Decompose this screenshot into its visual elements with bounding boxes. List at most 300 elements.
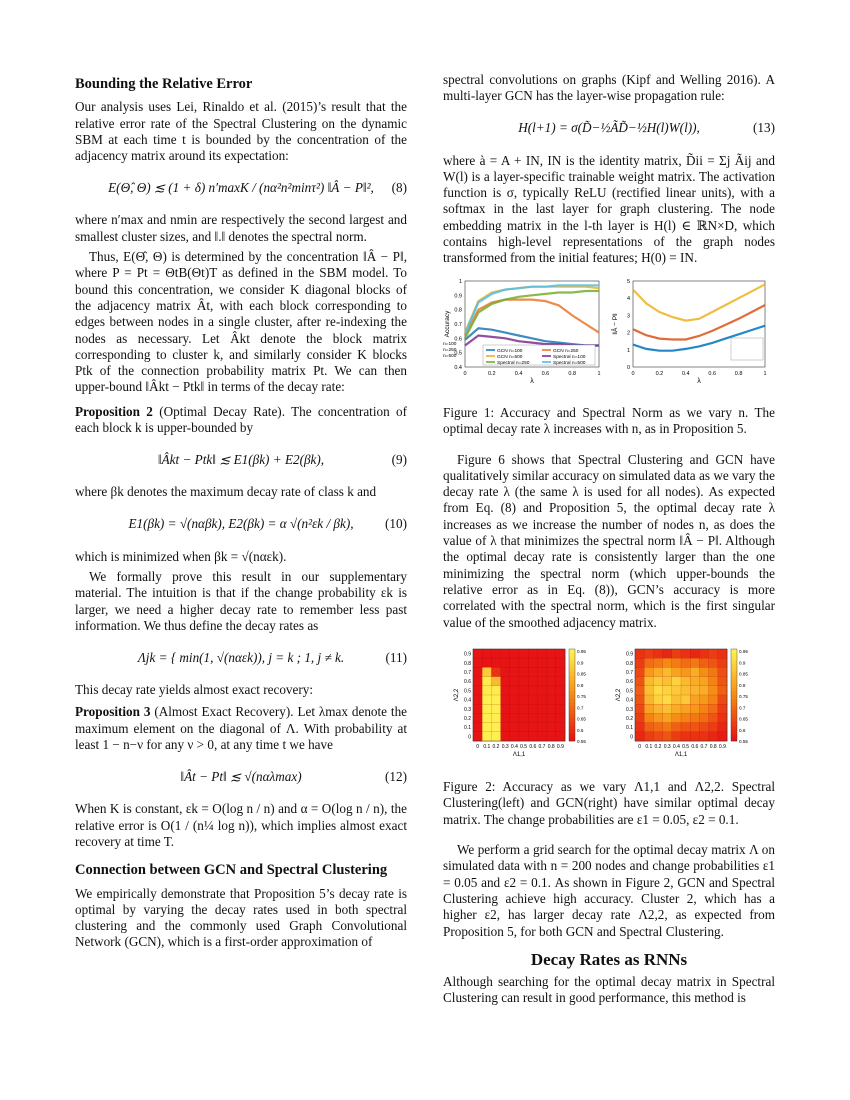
- section-heading: Decay Rates as RNNs: [530, 949, 688, 969]
- y-axis-label: Λ2,2: [454, 688, 460, 702]
- heatmap-cell: [709, 686, 719, 696]
- colorbar-segment: [569, 668, 575, 672]
- x-tick-label: 0: [463, 370, 467, 377]
- legend-label: n=250: [443, 347, 457, 353]
- y-tick-label: 0.1: [626, 725, 633, 732]
- colorbar-segment: [569, 725, 575, 729]
- heatmap-cell: [635, 658, 645, 668]
- heatmap-cell: [528, 704, 538, 714]
- colorbar-segment: [731, 714, 737, 718]
- heatmap-cell: [473, 667, 483, 677]
- colorbar-segment: [731, 695, 737, 699]
- heatmap-cell: [537, 658, 547, 668]
- heatmap-cell: [663, 658, 673, 668]
- paragraph: Figure 6 shows that Spectral Clustering and GCN have qualitatively similar accuracy on simulated data as we vary the decay rate λ (the same λ is used for all nodes). As expected from Eq. (8) and Proposition 5, the optimal decay rate λ increases as we increase the number of nodes n, as does the value of λ that minimizes the spectral norm ‖Â − P‖. Although the optimal decay rate is consistently larger than the one minimizing the spectral norm (which upper-bounds the relative error as in Eq. (8)), GCN’s accuracy is more correlated with the spectral norm, which is the first singular value of the smoothed adjacency matrix.: [443, 451, 775, 630]
- heatmap-cell: [491, 713, 501, 723]
- colorbar-segment: [569, 714, 575, 718]
- x-tick-label: 0.9: [556, 743, 564, 750]
- heatmap-cell: [519, 658, 529, 668]
- heatmap-cell: [482, 722, 492, 732]
- colorbar-segment: [569, 672, 575, 676]
- heatmap-cell: [663, 686, 673, 696]
- paragraph: where n′max and nmin are respectively the second largest and smallest cluster sizes, and ‖.‖ denotes the spectral norm.: [75, 212, 407, 244]
- prop-label: Proposition 2: [75, 403, 153, 419]
- heatmap-cell: [547, 686, 557, 696]
- equation-number: (13): [753, 120, 775, 136]
- heatmap-cell: [501, 686, 511, 696]
- heatmap-cell: [699, 713, 709, 723]
- colorbar-segment: [731, 676, 737, 680]
- heatmap-cell: [556, 732, 566, 742]
- colorbar-segment: [731, 656, 737, 660]
- colorbar-segment: [731, 668, 737, 672]
- heatmap-cell: [519, 695, 529, 705]
- heatmap-cell: [644, 676, 654, 686]
- heatmap-cell: [644, 667, 654, 677]
- x-tick-label: 0: [638, 743, 641, 750]
- section-heading: Connection between GCN and Spectral Clustering: [75, 862, 388, 879]
- x-tick-label: 0.3: [663, 743, 671, 750]
- heatmap-cell: [537, 686, 547, 696]
- y-tick-label: 0.9: [626, 651, 633, 658]
- x-tick-label: 0.4: [672, 743, 680, 750]
- heatmap-cell: [672, 695, 682, 705]
- heatmap-cell: [644, 713, 654, 723]
- heatmap-cell: [510, 676, 520, 686]
- legend-label: n=500: [443, 353, 457, 359]
- prop-name: (Almost Exact Recovery).: [154, 704, 294, 720]
- y-axis-label: Λ2,2: [616, 688, 622, 702]
- colorbar-segment: [569, 718, 575, 722]
- y-tick-label: 0.9: [464, 651, 471, 658]
- heatmap-cell: [718, 695, 728, 705]
- heatmap-cell: [635, 676, 645, 686]
- heatmap-cell: [699, 695, 709, 705]
- heatmap-cell: [473, 649, 483, 659]
- heatmap-cell: [528, 676, 538, 686]
- heatmap-cell: [644, 658, 654, 668]
- y-tick-label: 0.3: [464, 706, 471, 713]
- x-tick-label: 0.4: [510, 743, 518, 750]
- heatmap-cell: [482, 695, 492, 705]
- heatmap-cell: [681, 686, 691, 696]
- heatmap-cell: [644, 722, 654, 732]
- x-tick-label: 0.9: [718, 743, 726, 750]
- heatmap-cell: [699, 732, 709, 742]
- figure-2: [443, 645, 775, 771]
- heatmap-cell: [653, 695, 663, 705]
- colorbar-tick-label: 0.9: [577, 660, 584, 666]
- heatmap-cell: [501, 695, 511, 705]
- colorbar-tick-label: 0.7: [739, 705, 746, 711]
- colorbar-segment: [569, 687, 575, 691]
- heatmap-cell: [709, 676, 719, 686]
- figure-1-charts: [443, 275, 775, 393]
- colorbar-tick-label: 0.8: [577, 682, 584, 688]
- heatmap-cell: [718, 722, 728, 732]
- colorbar-segment: [731, 706, 737, 710]
- heatmap-cell: [709, 732, 719, 742]
- y-tick-label: 0.5: [464, 688, 471, 695]
- paragraph: When K is constant, εk = O(log n / n) and α = O(log n / n), the relative error is O(1 / (n¼ log n)), which implies almost exact recovery at time T.: [75, 801, 407, 849]
- colorbar-segment: [731, 722, 737, 726]
- y-tick-label: 3: [626, 313, 630, 320]
- x-tick-label: 0.6: [691, 743, 699, 750]
- colorbar-tick-label: 0.75: [739, 693, 748, 699]
- heatmap-cell: [491, 732, 501, 742]
- heatmap-cell: [653, 722, 663, 732]
- equation-8: [75, 174, 407, 202]
- colorbar-tick-label: 0.55: [739, 738, 748, 744]
- proposition-2: [75, 404, 407, 437]
- heatmap-cell: [482, 667, 492, 677]
- heatmap-cell: [699, 722, 709, 732]
- heatmap-cell: [519, 713, 529, 723]
- heatmap-cell: [672, 686, 682, 696]
- x-tick-label: 0.6: [529, 743, 537, 750]
- heatmap-cell: [681, 713, 691, 723]
- heatmap-cell: [510, 649, 520, 659]
- colorbar-segment: [569, 664, 575, 668]
- heatmap-cell: [635, 695, 645, 705]
- heatmap-cell: [663, 649, 673, 659]
- equation-13: [443, 115, 775, 143]
- heatmap-cell: [653, 686, 663, 696]
- colorbar-segment: [569, 706, 575, 710]
- y-tick-label: 2: [626, 330, 630, 337]
- colorbar-segment: [731, 653, 737, 657]
- equation-body: E(Θ̂, Θ) ≲ (1 + δ) n′maxK / (nα²n²minτ²) ‖Â − P‖²,: [108, 180, 374, 196]
- y-tick-label: 0.2: [626, 715, 633, 722]
- heatmap-cell: [663, 722, 673, 732]
- heatmap-cell: [556, 667, 566, 677]
- equation-10: [75, 511, 407, 539]
- heatmap-cell: [699, 704, 709, 714]
- heatmap-cell: [528, 722, 538, 732]
- heatmap-cell: [537, 713, 547, 723]
- equation-number: (10): [385, 516, 407, 532]
- heatmap-cell: [482, 676, 492, 686]
- colorbar-segment: [731, 649, 737, 653]
- heatmap-cell: [519, 732, 529, 742]
- heatmap-cell: [501, 732, 511, 742]
- heatmap-cell: [547, 722, 557, 732]
- heatmap-cell: [482, 704, 492, 714]
- paragraph: Thus, E(Θ̂, Θ) is determined by the concentration ‖Â − P‖, where P = Pt = ΘtB(Θt)T as defined in the SBM model. To bound this concentration, we consider K diagonal blocks of the adjacency matrix Ât, with each block corresponding to edges between nodes in a single cluster, after re-indexing the nodes as necessary. Let Âkt denote the block matrix corresponding to cluster k, and similarly consider K blocks Ptk of the connection probability matrix Pt. We can then upper-bound ‖Âkt − Ptk‖ in terms of the decay rate:: [75, 249, 407, 395]
- equation-number: (11): [385, 649, 407, 665]
- x-axis-label: Λ1,1: [512, 751, 526, 758]
- heatmap-cell: [663, 695, 673, 705]
- heatmap-cell: [681, 695, 691, 705]
- heatmap-cell: [537, 695, 547, 705]
- equation-9: [75, 446, 407, 474]
- section-heading: Bounding the Relative Error: [75, 76, 253, 92]
- paragraph: spectral convolutions on graphs (Kipf and Welling 2016). A multi-layer GCN has the layer-wise propagation rule:: [443, 72, 775, 104]
- heatmap-cell: [681, 649, 691, 659]
- heatmap-cell: [473, 722, 483, 732]
- equation-body: ‖Âkt − Ptk‖ ≲ E1(βk) + E2(βk),: [157, 452, 325, 468]
- equation-body: Λjk = { min(1, √(nαεk)), j = k ; 1, j ≠ k.: [137, 649, 345, 665]
- figure-1-caption: Figure 1: Accuracy and Spectral Norm as we vary n. The optimal decay rate λ increases with n, as in Proposition 5.: [443, 404, 775, 437]
- colorbar-segment: [731, 725, 737, 729]
- heatmap-cell: [709, 722, 719, 732]
- colorbar-segment: [569, 702, 575, 706]
- heatmap-cell: [690, 732, 700, 742]
- paragraph: Although searching for the optimal decay matrix in Spectral Clustering can result in good performance, this method is: [443, 974, 775, 1006]
- heatmap-cell: [491, 676, 501, 686]
- heatmap-cell: [491, 649, 501, 659]
- x-tick-label: 0.7: [700, 743, 708, 750]
- x-tick-label: 0.4: [514, 370, 523, 377]
- heatmap-cell: [473, 676, 483, 686]
- heatmap-cell: [547, 732, 557, 742]
- heatmap-cell: [482, 658, 492, 668]
- y-tick-label: 0.9: [454, 293, 462, 300]
- heatmap-cell: [663, 713, 673, 723]
- heatmap-cell: [681, 722, 691, 732]
- colorbar-segment: [569, 649, 575, 653]
- colorbar-segment: [731, 699, 737, 703]
- colorbar-segment: [731, 679, 737, 683]
- heatmap-cell: [473, 686, 483, 696]
- legend-label: n=100: [443, 341, 457, 347]
- heatmap-cell: [547, 713, 557, 723]
- colorbar-segment: [569, 699, 575, 703]
- equation-number: (9): [391, 452, 407, 468]
- x-tick-label: 0.5: [520, 743, 528, 750]
- heatmap-cell: [690, 704, 700, 714]
- equation-12: [75, 763, 407, 791]
- heatmap-cell: [519, 667, 529, 677]
- x-tick-label: 0.2: [487, 370, 496, 377]
- x-axis-label: Λ1,1: [674, 751, 688, 758]
- heatmap-cell: [510, 722, 520, 732]
- equation-number: (12): [385, 769, 407, 785]
- colorbar-segment: [731, 683, 737, 687]
- legend-label: GCN n=250: [553, 348, 579, 354]
- heatmap-cell: [556, 704, 566, 714]
- heatmap-cell: [510, 713, 520, 723]
- heatmap-cell: [519, 649, 529, 659]
- x-tick-label: 0.6: [541, 370, 550, 377]
- y-tick-label: 5: [626, 278, 630, 285]
- colorbar-segment: [731, 687, 737, 691]
- x-tick-label: 1: [763, 370, 767, 377]
- legend-label: Spectral n=500: [553, 360, 586, 366]
- equation-body: H(l+1) = σ(D̃−½ÃD̃−½H(l)W(l)),: [518, 120, 700, 136]
- heatmap-cell: [547, 704, 557, 714]
- heatmap-cell: [547, 676, 557, 686]
- y-tick-label: 0: [468, 734, 471, 741]
- colorbar-segment: [731, 691, 737, 695]
- heatmap-cell: [491, 686, 501, 696]
- heatmap-cell: [690, 713, 700, 723]
- y-tick-label: 0.3: [626, 706, 633, 713]
- prop-name: (Optimal Decay Rate).: [159, 403, 286, 419]
- figure-2-heatmaps: [443, 645, 775, 767]
- x-tick-label: 0.8: [734, 370, 743, 377]
- colorbar-segment: [731, 733, 737, 737]
- heatmap-cell: [681, 667, 691, 677]
- heatmap-cell: [510, 686, 520, 696]
- heatmap-cell: [644, 732, 654, 742]
- y-tick-label: 0.1: [464, 725, 471, 732]
- heatmap-cell: [709, 713, 719, 723]
- x-tick-label: 0.8: [568, 370, 577, 377]
- heatmap-cell: [709, 649, 719, 659]
- prop-text: Let λmax denote the maximum element on the diagonal of Λ. With probability at least 1 − n−ν for any ν > 0, at any time t we have: [75, 704, 408, 753]
- heatmap-cell: [556, 695, 566, 705]
- heatmap-cell: [528, 713, 538, 723]
- left-column: [75, 72, 407, 955]
- heatmap-cell: [510, 732, 520, 742]
- x-tick-label: 0.7: [538, 743, 546, 750]
- heatmap-cell: [672, 676, 682, 686]
- legend-box: [731, 338, 763, 360]
- y-tick-label: 0.6: [454, 336, 462, 343]
- colorbar-segment: [731, 672, 737, 676]
- heatmap-cell: [537, 732, 547, 742]
- heatmap-cell: [556, 713, 566, 723]
- heatmap-cell: [690, 686, 700, 696]
- y-tick-label: 0.4: [626, 697, 633, 704]
- y-tick-label: 0.8: [626, 660, 633, 667]
- x-tick-label: 0.2: [492, 743, 500, 750]
- heatmap-cell: [635, 649, 645, 659]
- heatmap-cell: [473, 704, 483, 714]
- heatmap-cell: [653, 658, 663, 668]
- heatmap-cell: [482, 732, 492, 742]
- colorbar-segment: [569, 656, 575, 660]
- colorbar-tick-label: 0.65: [577, 716, 586, 722]
- heatmap-cell: [501, 658, 511, 668]
- heatmap-cell: [672, 649, 682, 659]
- legend-label: Spectral n=250: [497, 360, 530, 366]
- y-tick-label: 0.4: [454, 364, 462, 371]
- y-tick-label: 0.2: [464, 715, 471, 722]
- colorbar-tick-label: 0.85: [739, 671, 748, 677]
- heatmap-cell: [718, 704, 728, 714]
- x-tick-label: 0.5: [682, 743, 690, 750]
- colorbar-segment: [569, 695, 575, 699]
- y-tick-label: 1: [458, 278, 462, 285]
- paragraph: This decay rate yields almost exact recovery:: [75, 682, 314, 698]
- heatmap-cell: [501, 704, 511, 714]
- heatmap-cell: [663, 732, 673, 742]
- heatmap-cell: [556, 722, 566, 732]
- heatmap-cell: [644, 704, 654, 714]
- colorbar-segment: [731, 737, 737, 741]
- y-tick-label: 0: [626, 364, 630, 371]
- colorbar-segment: [569, 683, 575, 687]
- heatmap-cell: [699, 658, 709, 668]
- heatmap-cell: [653, 704, 663, 714]
- heatmap-cell: [690, 676, 700, 686]
- heatmap-cell: [528, 667, 538, 677]
- heatmap-cell: [635, 713, 645, 723]
- heatmap-cell: [709, 658, 719, 668]
- heatmap-cell: [473, 658, 483, 668]
- heatmap-cell: [709, 667, 719, 677]
- heatmap-cell: [672, 658, 682, 668]
- colorbar-segment: [569, 710, 575, 714]
- paragraph: where à = A + IN, IN is the identity matrix, D̃ii = Σj Ãij and W(l) is a layer-specific trainable weight matrix. The activation function is σ, typically ReLU (rectified linear units), with a softmax in the last layer for graph clustering. The node embedding matrix in the l-th layer is H(l) ∈ ℝN×D, which contains high-level representations of the graph nodes transformed from the initial features; H(0) = IN.: [443, 152, 775, 266]
- heatmap-cell: [653, 713, 663, 723]
- heatmap-cell: [653, 732, 663, 742]
- heatmap-cell: [556, 658, 566, 668]
- y-tick-label: 4: [626, 295, 630, 302]
- heatmap-cell: [718, 658, 728, 668]
- heatmap-cell: [635, 686, 645, 696]
- heatmap-cell: [556, 676, 566, 686]
- colorbar-tick-label: 0.95: [577, 649, 586, 655]
- heatmap-cell: [519, 676, 529, 686]
- heatmap-cell: [718, 713, 728, 723]
- heatmap-cell: [501, 649, 511, 659]
- heatmap-cell: [547, 667, 557, 677]
- heatmap-cell: [537, 704, 547, 714]
- heatmap-cell: [699, 667, 709, 677]
- heatmap-cell: [690, 649, 700, 659]
- colorbar-segment: [731, 710, 737, 714]
- heatmap-cell: [699, 649, 709, 659]
- equation-body: ‖Ât − Pt‖ ≲ √(nαλmax): [180, 769, 302, 785]
- heatmap-cell: [681, 704, 691, 714]
- heatmap-cell: [653, 676, 663, 686]
- equation-body: E1(βk) = √(nαβk), E2(βk) = α √(n²εk / βk),: [128, 516, 354, 532]
- x-tick-label: 0.8: [709, 743, 717, 750]
- heatmap-cell: [501, 713, 511, 723]
- heatmap-cell: [718, 676, 728, 686]
- heatmap-cell: [663, 676, 673, 686]
- y-tick-label: 0.7: [626, 669, 633, 676]
- colorbar-segment: [731, 664, 737, 668]
- heatmap-cell: [473, 713, 483, 723]
- colorbar-segment: [569, 733, 575, 737]
- heatmap-cell: [528, 686, 538, 696]
- heatmap-cell: [510, 658, 520, 668]
- y-tick-label: 0.8: [454, 307, 462, 314]
- colorbar-segment: [569, 660, 575, 664]
- heatmap-cell: [635, 667, 645, 677]
- proposition-3: [75, 704, 407, 753]
- heatmap-cell: [699, 686, 709, 696]
- legend-label: GCN n=100: [497, 348, 523, 354]
- heatmap-cell: [672, 732, 682, 742]
- heatmap-cell: [718, 732, 728, 742]
- heatmap-cell: [690, 722, 700, 732]
- heatmap-cell: [519, 722, 529, 732]
- y-axis-label: ‖Â − P‖: [612, 312, 619, 335]
- heatmap-cell: [501, 722, 511, 732]
- colorbar-tick-label: 0.85: [577, 671, 586, 677]
- y-tick-label: 0.6: [464, 679, 471, 686]
- colorbar-tick-label: 0.6: [577, 727, 584, 733]
- y-tick-label: 0.7: [454, 321, 462, 328]
- paragraph: We perform a grid search for the optimal decay matrix Λ on simulated data with n = 200 nodes and change probabilities ε1 = 0.05 and ε2 = 0.1. As shown in Figure 2, GCN and Spectral Clustering achieve high accuracy. Cluster 2, which has a higher ε2, has larger decay rate Λ2,2, as expected from Proposition 5, for both GCN and Spectral Clustering.: [443, 842, 775, 939]
- heatmap-cell: [644, 695, 654, 705]
- heatmap-cell: [681, 676, 691, 686]
- x-tick-label: 1: [597, 370, 601, 377]
- heatmap-cell: [528, 649, 538, 659]
- heatmap-cell: [510, 695, 520, 705]
- paragraph: which is minimized when βk = √(nαεk).: [75, 548, 287, 564]
- heatmap-cell: [482, 686, 492, 696]
- heatmap-cell: [663, 667, 673, 677]
- colorbar-tick-label: 0.55: [577, 738, 586, 744]
- colorbar-segment: [569, 676, 575, 680]
- colorbar-segment: [731, 729, 737, 733]
